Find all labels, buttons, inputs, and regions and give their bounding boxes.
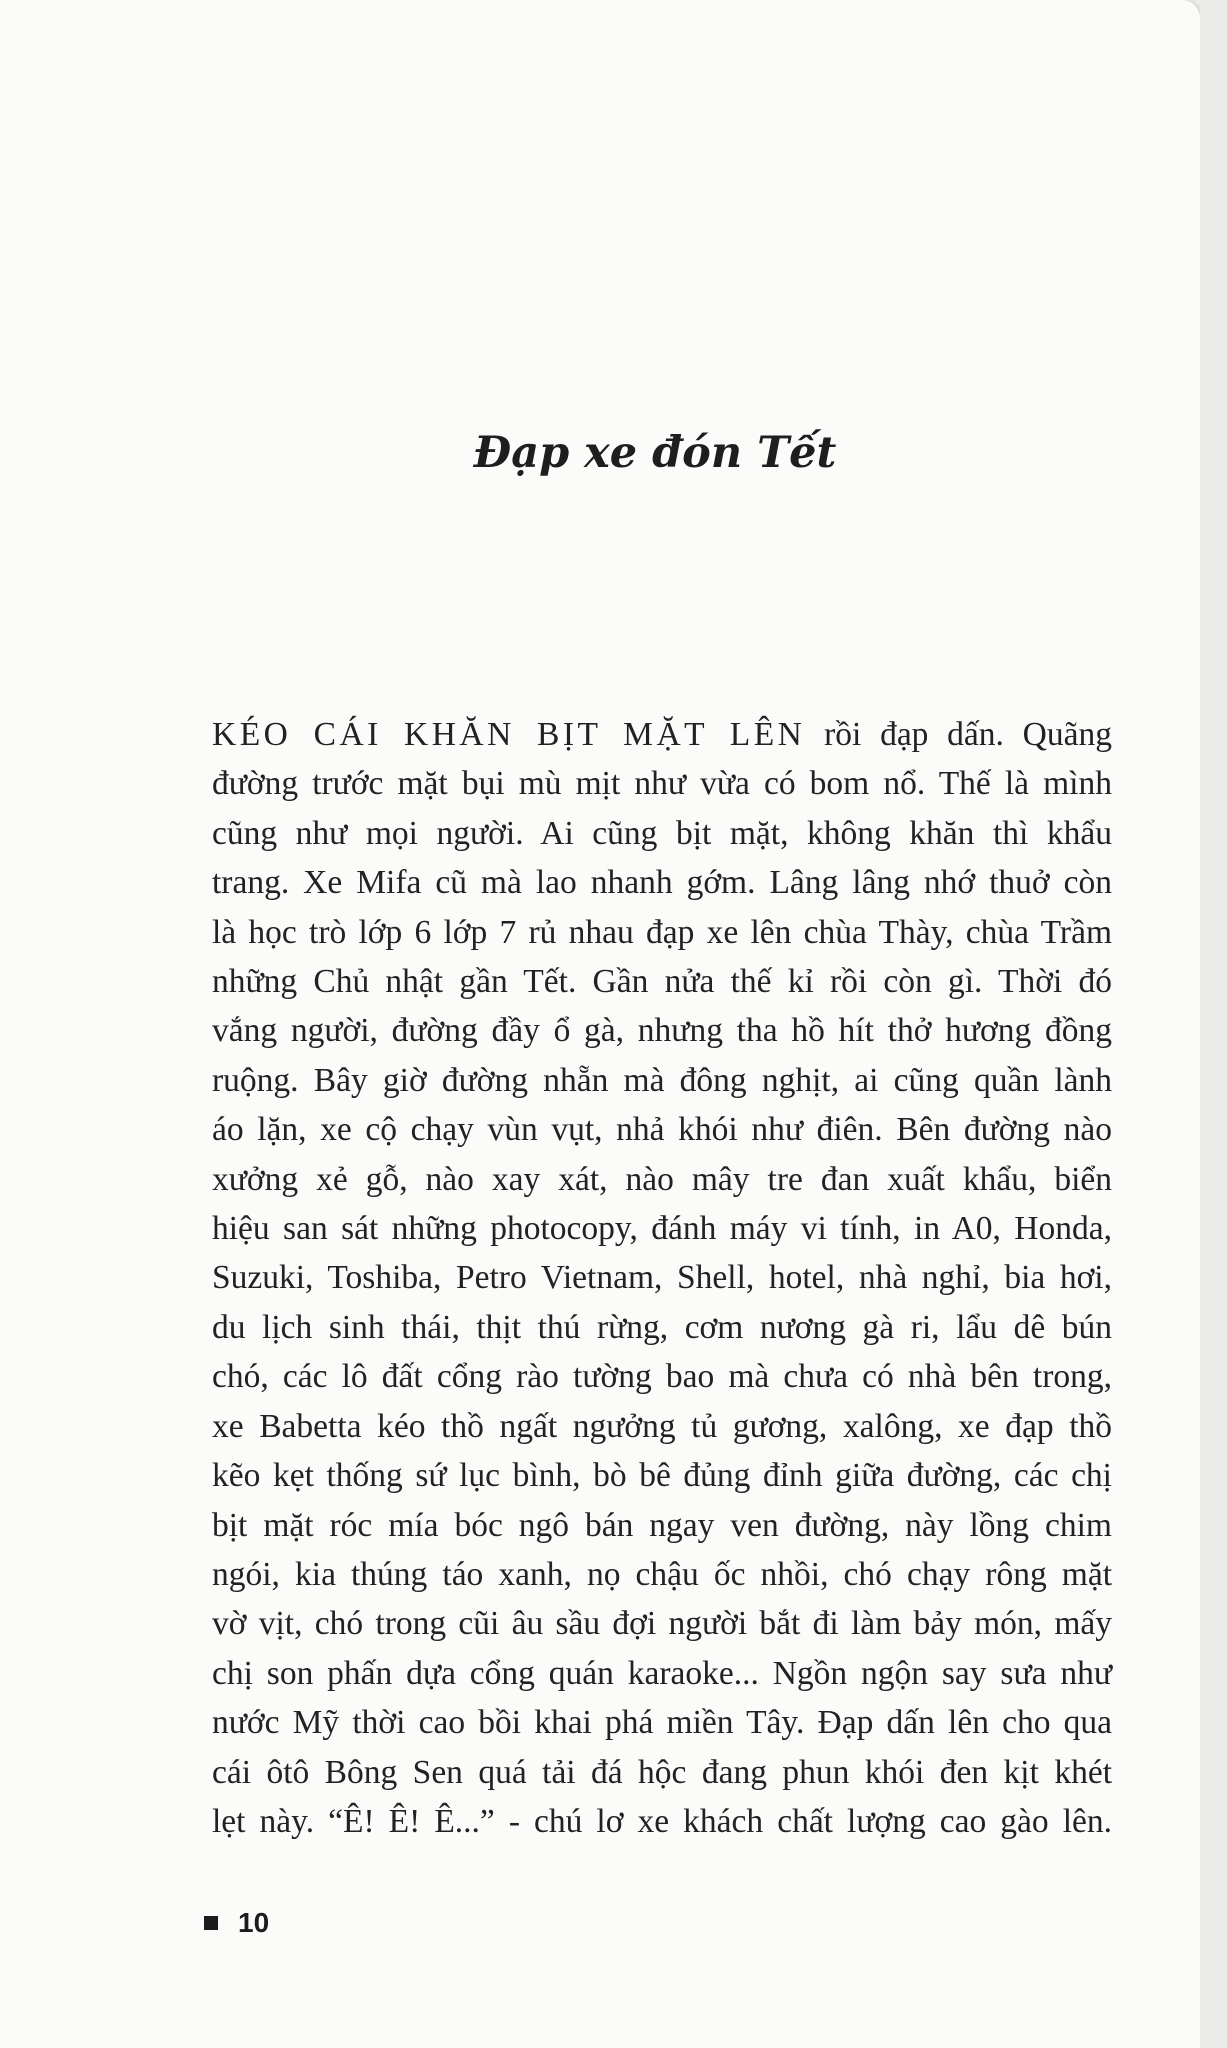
body-line: bịt mặt róc mía bóc ngô bán ngay ven đường, này lồng chim bbox=[212, 1506, 1112, 1544]
body-line: chị son phấn dựa cổng quán karaoke... Ngồn ngộn say sưa như bbox=[212, 1654, 1112, 1692]
body-line: xe Babetta kéo thồ ngất ngưởng tủ gương, xalông, xe đạp thồ bbox=[212, 1407, 1112, 1445]
page-footer bbox=[204, 1907, 269, 1939]
body-line: trang. Xe Mifa cũ mà lao nhanh gớm. Lâng lâng nhớ thuở còn bbox=[212, 864, 1112, 902]
body-line: vắng người, đường đầy ổ gà, nhưng tha hồ hít thở hương đồng bbox=[212, 1012, 1112, 1050]
body-line: đường trước mặt bụi mù mịt như vừa có bom nổ. Thế là mình bbox=[212, 765, 1112, 803]
lead-in-text: KÉO CÁI KHĂN BỊT MẶT LÊN bbox=[212, 716, 806, 753]
body-line-1 bbox=[212, 710, 1112, 759]
body-line: ngói, kia thúng táo xanh, nọ chậu ốc nhồi, chó chạy rông mặt bbox=[212, 1555, 1112, 1593]
page-number: 10 bbox=[238, 1907, 270, 1938]
body-line: hiệu san sát những photocopy, đánh máy vi tính, in A0, Honda, bbox=[212, 1210, 1112, 1248]
body-line: Suzuki, Toshiba, Petro Vietnam, Shell, hotel, nhà nghỉ, bia hơi, bbox=[212, 1259, 1112, 1297]
body-text bbox=[212, 710, 1112, 1846]
body-line: nước Mỹ thời cao bồi khai phá miền Tây. Đạp dấn lên cho qua bbox=[212, 1704, 1112, 1742]
body-line: du lịch sinh thái, thịt thú rừng, cơm nương gà ri, lẩu dê bún bbox=[212, 1308, 1112, 1346]
square-bullet-icon bbox=[204, 1916, 218, 1930]
body-line: ruộng. Bây giờ đường nhẵn mà đông nghịt, ai cũng quần lành bbox=[212, 1061, 1112, 1099]
body-line: cũng như mọi người. Ai cũng bịt mặt, không khăn thì khẩu bbox=[212, 814, 1112, 852]
body-line: vờ vịt, chó trong cũi âu sầu đợi người bắt đi làm bảy món, mấy bbox=[212, 1605, 1112, 1643]
chapter-title: Đạp xe đón Tết bbox=[473, 428, 837, 478]
body-line-1-rest: rồi đạp dấn. Quãng bbox=[805, 716, 1112, 753]
body-line: lẹt này. “Ê! Ê! Ê...” - chú lơ xe khách chất lượng cao gào lên. bbox=[212, 1802, 1112, 1840]
page-edge-shadow bbox=[1200, 0, 1227, 2048]
body-line: chó, các lô đất cổng rào tường bao mà chưa có nhà bên trong, bbox=[212, 1358, 1112, 1396]
body-line: là học trò lớp 6 lớp 7 rủ nhau đạp xe lên chùa Thày, chùa Trầm bbox=[212, 913, 1112, 951]
body-line: cái ôtô Bông Sen quá tải đá hộc đang phun khói đen kịt khét bbox=[212, 1753, 1112, 1791]
body-line: kẽo kẹt thống sứ lục bình, bò bê đủng đỉnh giữa đường, các chị bbox=[212, 1457, 1112, 1495]
body-line: xưởng xẻ gỗ, nào xay xát, nào mây tre đan xuất khẩu, biển bbox=[212, 1160, 1112, 1198]
body-line: áo lặn, xe cộ chạy vùn vụt, nhả khói như điên. Bên đường nào bbox=[212, 1111, 1112, 1149]
body-line: những Chủ nhật gần Tết. Gần nửa thế kỉ rồi còn gì. Thời đó bbox=[212, 963, 1112, 1001]
